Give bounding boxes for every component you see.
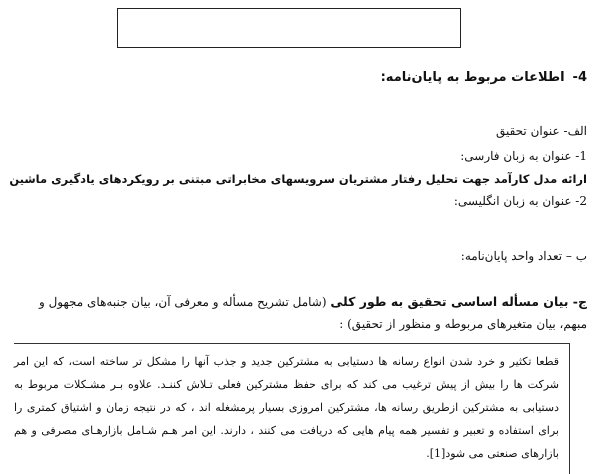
persian-title-label: 1- عنوان به زبان فارسی: — [460, 149, 587, 163]
persian-title-value: ارائه مدل کارآمد جهت تحلیل رفتار مشتریان سرویسهای مخابراتی مبتنی بر رویکردهای یادگیری ماشین — [9, 172, 587, 186]
section-4-number: 4- — [572, 70, 587, 85]
header-empty-box — [117, 8, 461, 48]
problem-statement-paragraph: قطعا تکثیر و خرد شدن انواع رسانه ها دستیابی به مشترکین جدید و جذب آنها را مشکل تر ساخته است، که این امر شرکت ها را بیش از پیش ترغیب می کند که برای حفظ مشترکین فعلی تـلاش کننـد. علاوه بـر مشـکلات مربوط به دستیابی به مشترکین ازطریق رسانه ها، مشترکین امروزی بسیار پرمشغله اند ، که در نتیجه زمان و اشتیاق کمتری را برای استفاده و تعبیر و تفسیر همه پیام هایی که دریافت می کنند ، دارند. این امر هـم شـامل بازارهـای مصرفی و هم بازارهای صنعتی می شود[1]. — [14, 343, 570, 474]
english-title-label: 2- عنوان به زبان انگلیسی: — [453, 194, 587, 208]
problem-statement-heading — [9, 291, 587, 335]
section-4-heading — [381, 70, 587, 85]
thesis-units-label: ب – تعداد واحد پایان‌نامه: — [460, 249, 587, 263]
problem-statement-title: ج- بیان مسأله اساسی تحقیق به طور کلی — [330, 294, 587, 309]
research-title-heading: الف- عنوان تحقیق — [495, 124, 587, 138]
section-4-title: اطلاعات مربوط به پایان‌نامه: — [380, 70, 565, 85]
problem-statement-description: (شامل تشریح مسأله و معرفی آن، بیان جنبه‌های مجهول و مبهم، بیان متغیرهای مربوطه و منظور از تحقیق) : — [38, 295, 587, 331]
